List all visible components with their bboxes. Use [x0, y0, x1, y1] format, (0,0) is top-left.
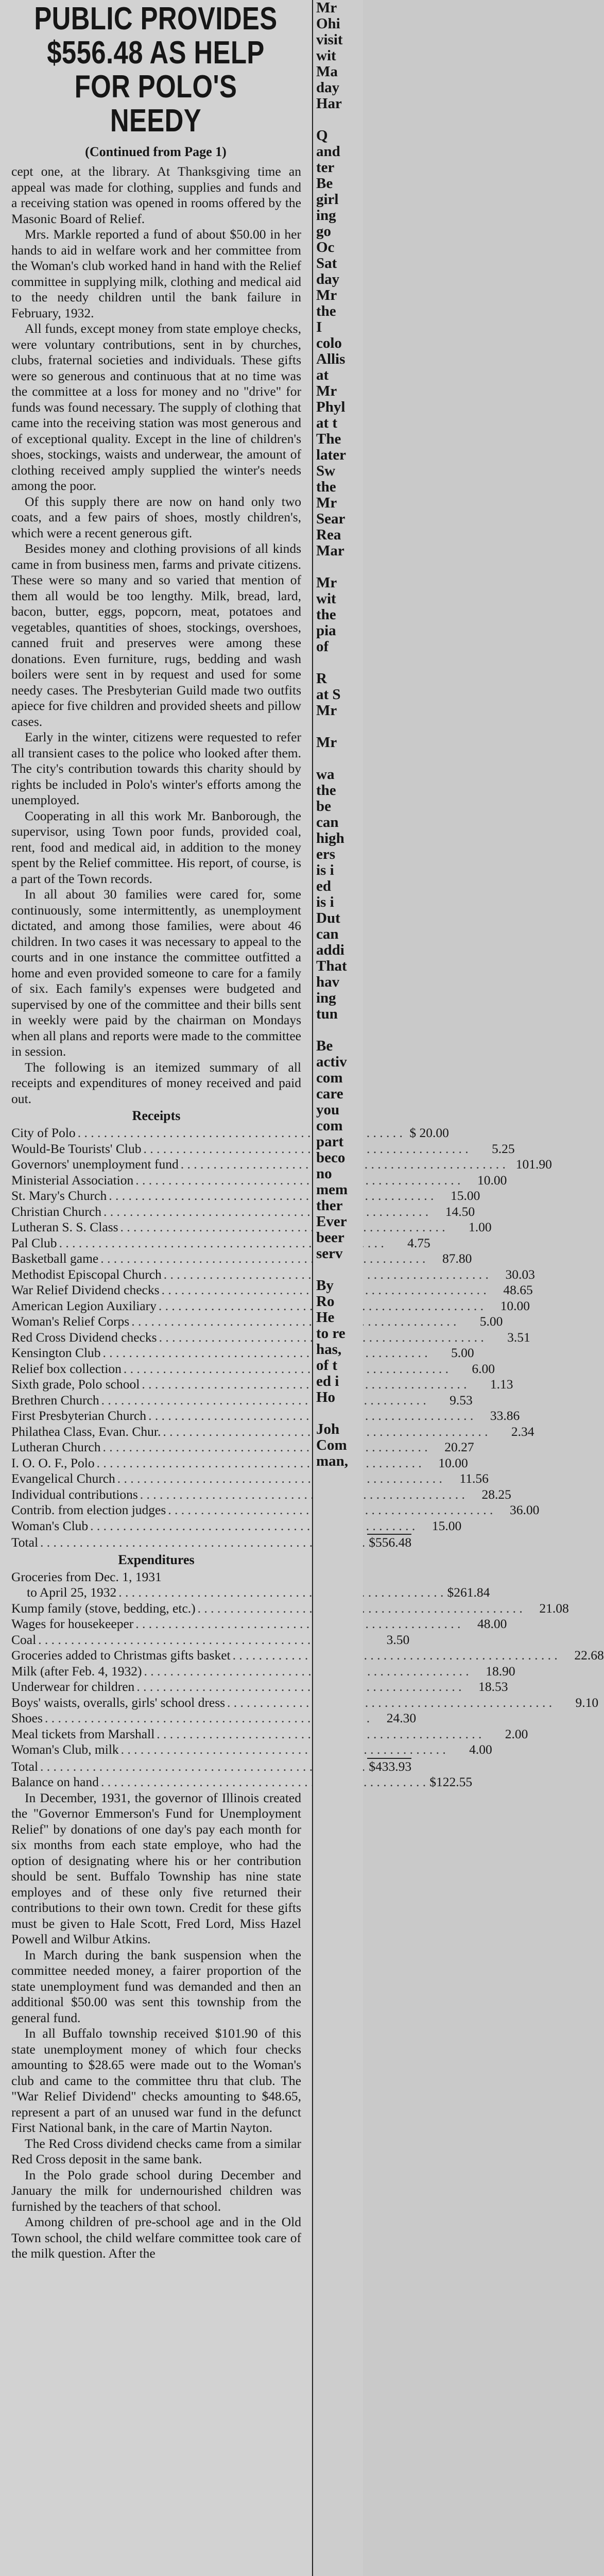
fragment-line: Q: [316, 127, 328, 144]
ledger-amount: 1.13: [490, 1377, 513, 1392]
ledger-row: [11, 1710, 417, 1726]
fragment-line: and: [316, 143, 340, 160]
ledger-label: Milk (after Feb. 4, 1932): [11, 1663, 142, 1679]
ledger-row: [11, 1518, 462, 1534]
fragment-line: can: [316, 814, 339, 831]
fragment-line: the: [316, 303, 336, 319]
fragment-line: ther: [316, 1197, 343, 1214]
ledger-label: Brethren Church: [11, 1392, 99, 1408]
fragment-line: of t: [316, 1357, 338, 1374]
ledger-amount: 18.90: [486, 1663, 515, 1679]
ledger-label: Meal tickets from Marshall: [11, 1726, 155, 1741]
ledger-label: Groceries from Dec. 1, 1931: [11, 1569, 162, 1584]
paragraph: Of this supply there are now on hand only two coats, and a few pairs of shoes, mostly children's, which were a recent generous gift.: [11, 494, 301, 540]
ledger-label: Individual contributions: [11, 1486, 138, 1502]
fragment-line: [313, 1405, 363, 1421]
fragment-line: Ho: [316, 1389, 336, 1405]
fragment-line: By: [316, 1277, 334, 1294]
ledger-row: [11, 1616, 507, 1632]
ledger-amount: 18.53: [478, 1679, 508, 1694]
fragment-line: part: [316, 1133, 344, 1150]
ledger-amount: 87.80: [442, 1251, 472, 1266]
fragment-line: [313, 719, 363, 735]
ledger-amount: 11.56: [459, 1471, 489, 1486]
fragment-line: ing: [316, 990, 336, 1006]
fragment-line: Mr: [316, 287, 337, 303]
fragment-line: beco: [316, 1149, 346, 1166]
fragment-line: I: [316, 319, 322, 335]
ledger-amount: 48.65: [503, 1282, 533, 1297]
total-amount: $433.93: [367, 1758, 411, 1775]
fragment-line: day: [316, 271, 340, 287]
fragment-line: wit: [316, 47, 336, 64]
fragment-line: is i: [316, 894, 334, 910]
headline-line: $556.48 AS HELP: [47, 35, 265, 71]
ledger-amount: 10.00: [500, 1298, 530, 1313]
fragment-line: to re: [316, 1325, 346, 1342]
ledger-amount: 21.08: [539, 1600, 569, 1616]
fragment-line: at: [316, 367, 329, 383]
ledger-amount: 4.75: [407, 1235, 430, 1250]
fragment-line: Mr: [316, 383, 337, 399]
fragment-line: [313, 751, 363, 767]
fragment-line: serv: [316, 1245, 343, 1262]
fragment-line: Mar: [316, 543, 344, 559]
fragment-line: can: [316, 926, 339, 942]
ledger-row: [11, 1569, 301, 1585]
fragment-line: ed i: [316, 1373, 339, 1389]
fragment-line: Mr: [316, 702, 337, 719]
ledger-amount: $261.84: [447, 1585, 490, 1600]
ledger-label: Sixth grade, Polo school: [11, 1377, 140, 1392]
fragment-line: wa: [316, 766, 335, 783]
ledger-total-row: [11, 1758, 412, 1775]
ledger-label: American Legion Auxiliary: [11, 1298, 157, 1313]
fragment-line: Sw: [316, 463, 336, 479]
fragment-line: [313, 112, 363, 128]
balance-label: Balance on hand: [11, 1774, 99, 1789]
paragraph: Among children of pre-school age and in the Old Town school, the child welfare committee took care of the milk question. After the: [11, 2214, 301, 2261]
ledger-amount: 15.00: [432, 1518, 462, 1533]
ledger-amount: 36.00: [510, 1502, 540, 1517]
ledger-label: Basketball game: [11, 1251, 99, 1266]
fragment-line: Com: [316, 1437, 347, 1453]
fragment-line: Sear: [316, 511, 346, 527]
fragment-line: Sat: [316, 255, 337, 272]
fragment-line: R: [316, 670, 327, 687]
fragment-line: Dut: [316, 910, 340, 926]
fragment-line: Be: [316, 1038, 333, 1054]
fragment-line: later: [316, 447, 346, 463]
fragment-line: visit: [316, 31, 343, 48]
fragment-line: ing: [316, 207, 336, 224]
ledger-label: Woman's Relief Corps: [11, 1314, 130, 1329]
total-amount: $556.48: [367, 1534, 411, 1551]
ledger-label: Underwear for children: [11, 1679, 135, 1694]
headline: [28, 0, 283, 138]
ledger-amount: 5.00: [451, 1345, 474, 1360]
ledger-label: Christian Church: [11, 1204, 101, 1219]
ledger-row: [11, 1742, 492, 1758]
fragment-line: no: [316, 1165, 332, 1182]
ledger-amount: 4.00: [469, 1742, 492, 1757]
adjacent-column-fragment: [312, 0, 363, 2576]
ledger-label: I. O. O. F., Polo: [11, 1455, 95, 1470]
ledger-amount: 10.00: [477, 1172, 507, 1188]
fragment-line: Har: [316, 95, 342, 112]
ledger-row: [11, 1486, 511, 1503]
fragment-line: man,: [316, 1453, 349, 1469]
paragraph: In all Buffalo township received $101.90 of this state unemployment money of which four checks amounting to $28.65 were made out to the Woman's club and came to the committee thru that club. The "War Relief Dividend" checks amounting to $48.65, represent a part of an unused war fund in the defunct First National bank, in the care of Martin Nayton.: [11, 2026, 301, 2135]
ledger-label: City of Polo: [11, 1125, 76, 1140]
receipts-total: [11, 1534, 412, 1551]
fragment-line: Oc: [316, 239, 335, 256]
fragment-line: ers: [316, 846, 336, 862]
ledger-label: to April 25, 1932: [27, 1585, 117, 1600]
ledger-amount: 28.25: [481, 1486, 511, 1502]
ledger-amount: 3.50: [386, 1632, 410, 1647]
fragment-line: day: [316, 79, 340, 96]
fragment-line: Phyl: [316, 399, 346, 415]
ledger-amount: 2.00: [505, 1726, 528, 1741]
fragment-line: Mr: [316, 734, 337, 751]
ledger-label: Evangelical Church: [11, 1471, 115, 1486]
fragment-line: beer: [316, 1229, 344, 1246]
ledger-amount: 101.90: [515, 1157, 552, 1172]
ledger-row: [11, 1408, 520, 1424]
fragment-line: [313, 1262, 363, 1278]
fragment-line: high: [316, 830, 344, 846]
fragment-line: mem: [316, 1181, 348, 1198]
fragment-line: hav: [316, 974, 340, 990]
fragment-line: tun: [316, 1006, 338, 1022]
fragment-line: you: [316, 1101, 340, 1118]
ledger-amount: 1.00: [469, 1219, 492, 1234]
ledger-label: Groceries added to Christmas gifts basket: [11, 1648, 231, 1663]
fragment-line: Joh: [316, 1421, 340, 1437]
paragraph: In March during the bank suspension when the committee needed money, a fairer proportion of the state unemployment fund was demanded and then an additional $50.00 was sent this township from the general fund.: [11, 1947, 301, 2025]
ledger-label: Pal Club: [11, 1235, 57, 1250]
ledger-amount: 22.68: [574, 1648, 604, 1663]
fragment-line: The: [316, 431, 341, 447]
ledger-amount: 5.00: [479, 1314, 503, 1329]
ledger-row: [11, 1502, 540, 1518]
fragment-line: the: [316, 479, 336, 495]
ledger-label: Shoes: [11, 1710, 43, 1725]
ledger-label: Would-Be Tourists' Club: [11, 1141, 142, 1156]
paragraph: Mrs. Markle reported a fund of about $50.00 in her hands to aid in welfare work and her committee from the Woman's club worked hand in hand with the Relief committee in supplying milk, clothing and medical aid to the needy children until the bank failure in February, 1932.: [11, 227, 301, 320]
ledger-row: [11, 1266, 535, 1283]
fragment-line: [313, 559, 363, 575]
ledger-label: Coal: [11, 1632, 37, 1647]
fragment-line: colo: [316, 335, 342, 351]
ledger-row: [11, 1471, 489, 1487]
headline-line: FOR POLO'S NEEDY: [74, 69, 237, 139]
paragraph: cept one, at the library. At Thanksgiving time an appeal was made for clothing, supplies and funds and a receiving station was opened in rooms offered by the Masonic Board of Relief.: [11, 164, 301, 226]
fragment-line: Ma: [316, 63, 338, 80]
fragment-line: activ: [316, 1054, 347, 1070]
paragraph: Cooperating in all this work Mr. Banborough, the supervisor, using Town poor funds, provided coal, rent, food and medical aid, in addition to the money spent by the Relief committee. His report, of course, is a part of the Town records.: [11, 808, 301, 886]
ledger-amount: 14.50: [445, 1204, 475, 1219]
fragment-line: [313, 655, 363, 671]
total-label: Total: [11, 1758, 39, 1774]
fragment-line: Allis: [316, 351, 346, 367]
fragment-line: Rea: [316, 527, 341, 543]
paragraph: The following is an itemized summary of all receipts and expenditures of money received and paid out.: [11, 1059, 301, 1106]
fragment-line: com: [316, 1070, 343, 1086]
ledger-row: [11, 1585, 490, 1601]
fragment-line: at t: [316, 415, 338, 431]
ledger-amount: 24.30: [386, 1710, 417, 1725]
paragraph: Besides money and clothing provisions of all kinds came in from business men, farms and private citizens. These were so many and so varied that mention of them all would be too lengthy. Milk, bread, lard, bacon, butter, eggs, popcorn, meat, potatoes and vegetables, quantities of shoes, stockings, overshoes, canned fruit and preserves were among these donations. Even furniture, rugs, bedding and wash boilers were sent in by request and used for some needy cases. The Presbyterian Guild made two outfits apiece for five children and provided sheets and pillow cases.: [11, 541, 301, 729]
ledger-label: Woman's Club: [11, 1518, 89, 1533]
receipts-title: Receipts: [132, 1108, 181, 1123]
ledger-row: [11, 1600, 569, 1617]
ledger-total-row: [11, 1534, 412, 1551]
fragment-line: Be: [316, 175, 333, 192]
ledger-label: Woman's Club, milk: [11, 1742, 119, 1757]
fragment-line: pia: [316, 622, 336, 639]
ledger-label: Kensington Club: [11, 1345, 101, 1360]
expenditures-title: Expenditures: [118, 1552, 195, 1567]
ledger-label: Philathea Class, Evan. Chur.: [11, 1423, 161, 1439]
ledger-label: Contrib. from election judges: [11, 1502, 166, 1517]
ledger-amount: 6.00: [472, 1361, 495, 1376]
ledger-row: [11, 1679, 508, 1695]
total-label: Total: [11, 1535, 39, 1550]
fragment-line: be: [316, 798, 331, 815]
ledger-label: Red Cross Dividend checks: [11, 1329, 157, 1345]
ledger-amount: 9.10: [575, 1694, 599, 1710]
ledger-amount: 2.34: [511, 1423, 534, 1439]
ledger-amount: 3.51: [507, 1329, 530, 1345]
expenditures-ledger: [11, 1569, 604, 1758]
fragment-line: girl: [316, 191, 339, 208]
paragraph: In December, 1931, the governor of Illinois created the "Governor Emmerson's Fund for Unemployment Relief" by donations of one day's pay each month for six months from each state employe, who had the option of designating where his or her contribution should be sent. Buffalo Township has nine state employes and of these only five returned their contributions to their own town. Credit for these gifts must be given to Hale Scott, Fred Lord, Miss Hazel Powell and Wilbur Atkins.: [11, 1790, 301, 1946]
fragment-line: wit: [316, 590, 336, 607]
ledger-row: [11, 1632, 410, 1648]
ledger-label: Boys' waists, overalls, girls' school dress: [11, 1694, 226, 1710]
ledger-amount: 30.03: [505, 1266, 535, 1282]
ledger-amount: 10.00: [438, 1455, 468, 1470]
ledger-row: [11, 1648, 604, 1664]
ledger-label: Relief box collection: [11, 1361, 122, 1376]
paragraph: In all about 30 families were cared for, some continuously, some intermittently, as unemployment dictated, and among those families, were about 46 children. In two cases it was necessary to appeal to the courts and in one instance the committee outfitted a home and even provided someone to care for a family of six. Each family's expenses were budgeted and supervised by one of the committee and their bills sent in weekly were paid by the chairman on Mondays when all plans and reports were made to the committee in session.: [11, 887, 301, 1059]
ledger-row: [11, 1694, 599, 1711]
ledger-label: St. Mary's Church: [11, 1188, 107, 1203]
fragment-line: That: [316, 958, 347, 974]
ledger-label: Lutheran S. S. Class: [11, 1219, 118, 1234]
ledger-amount: 48.00: [477, 1616, 507, 1631]
fragment-line: Mr: [316, 574, 337, 591]
ledger-label: War Relief Dividend checks: [11, 1282, 160, 1297]
paragraph: All funds, except money from state employe checks, were voluntary contributions, sent in by churches, clubs, fraternal societies and individuals. These gifts were so generous and continuous that at no time was the committee at a loss for money and no "drive" for funds was found necessary. The supply of clothing that came into the receiving station was most generous and of exceptional quality. Except in the line of children's shoes, stockings, waists and underwear, the amount of clothing received amply supplied the winter's needs among the poor.: [11, 321, 301, 493]
balance-amount: $122.55: [429, 1774, 473, 1789]
fragment-line: ter: [316, 159, 335, 176]
fragment-line: the: [316, 782, 336, 799]
paragraph: In the Polo grade school during December and January the milk for undernourished children was furnished by the teachers of that school.: [11, 2167, 301, 2214]
ledger-label: Kump family (stove, bedding, etc.): [11, 1600, 196, 1616]
fragment-line: at S: [316, 686, 341, 703]
fragment-line: go: [316, 223, 331, 240]
ledger-label: Methodist Episcopal Church: [11, 1266, 162, 1282]
ledger-amount: 5.25: [491, 1141, 515, 1156]
fragment-line: the: [316, 606, 336, 623]
ledger-label: First Presbyterian Church: [11, 1408, 147, 1423]
ledger-amount: 15.00: [450, 1188, 480, 1203]
ledger-amount: 9.53: [450, 1392, 473, 1408]
fragment-line: [313, 1022, 363, 1038]
continued-note: (Continued from Page 1): [85, 144, 227, 159]
fragment-line: care: [316, 1086, 343, 1102]
fragment-line: has,: [316, 1341, 342, 1358]
ledger-amount: 33.86: [490, 1408, 520, 1423]
ledger-label: Lutheran Church: [11, 1439, 101, 1454]
ledger-row: [11, 1663, 515, 1680]
fragment-line: addi: [316, 942, 344, 958]
fragment-line: of: [316, 638, 329, 655]
fragment-line: Ohi: [316, 15, 340, 32]
expenditures-total: [11, 1758, 473, 1790]
paragraph: Early in the winter, citizens were requested to refer all transient cases to the police who looked after them. The city's contribution towards this charity should by rights be included in Polo's winter's efforts among the unemployed.: [11, 730, 301, 807]
ledger-amount: 20.27: [444, 1439, 474, 1454]
fragment-line: com: [316, 1117, 343, 1134]
balance-row: [11, 1774, 473, 1790]
fragment-line: Mr: [316, 0, 337, 16]
fragment-line: is i: [316, 862, 334, 878]
ledger-row: [11, 1726, 528, 1742]
ledger-label: Ministerial Association: [11, 1172, 134, 1188]
fragment-line: Ever: [316, 1213, 347, 1230]
ledger-label: Wages for housekeeper: [11, 1616, 134, 1631]
ledger-label: Governors' unemployment fund: [11, 1157, 179, 1172]
fragment-line: He: [316, 1309, 335, 1326]
paragraph: The Red Cross dividend checks came from a similar Red Cross deposit in the same bank.: [11, 2136, 301, 2166]
ledger-amount: $ 20.00: [409, 1125, 449, 1140]
fragment-line: Mr: [316, 495, 337, 511]
fragment-line: ed: [316, 878, 331, 894]
fragment-line: Ro: [316, 1293, 335, 1310]
headline-line: PUBLIC PROVIDES: [34, 1, 278, 37]
